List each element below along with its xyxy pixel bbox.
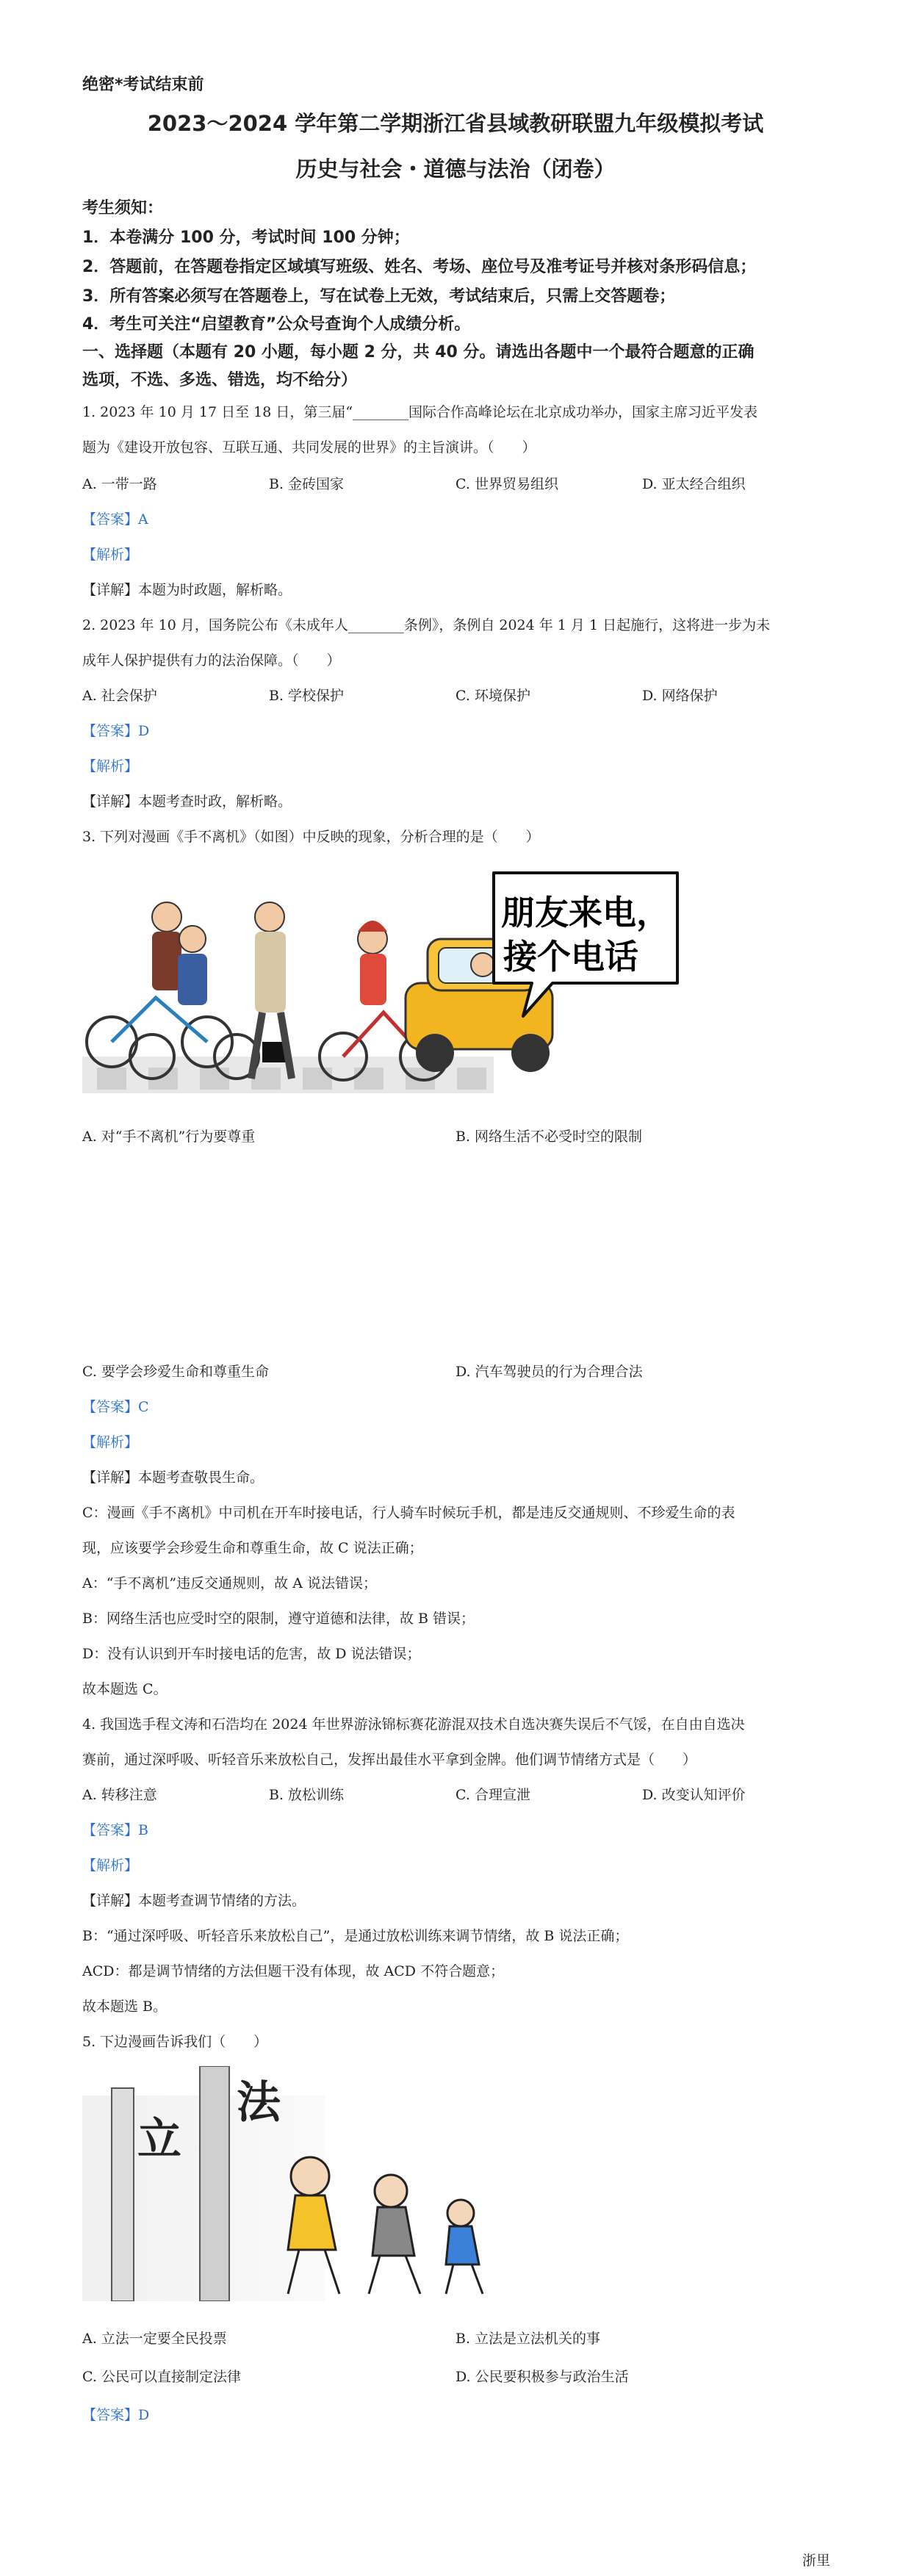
confidential-label: 绝密*考试结束前 xyxy=(82,76,204,94)
q3-a-line: A：“手不离机”违反交通规则，故 A 说法错误； xyxy=(82,1575,377,1591)
q4-b-line: B：“通过深呼吸、听轻音乐来放松自己”，是通过放松训练来调节情绪，故 B 说法正确； xyxy=(82,1928,629,1944)
q3-option-a: A. 对“手不离机”行为要尊重 xyxy=(82,1129,256,1145)
q3-option-d: D. 汽车驾驶员的行为合理合法 xyxy=(455,1364,643,1380)
cartoon-illustration xyxy=(82,858,685,1115)
q3-stem: 3. 下列对漫画《手不离机》（如图）中反映的现象，分析合理的是（ ） xyxy=(82,829,540,845)
section-heading: 一、选择题（本题有 20 小题，每小题 2 分，共 40 分。请选出各题中一个最符合题意的正确 xyxy=(82,343,755,361)
exam-title: 2023～2024 学年第二学期浙江省县域教研联盟九年级模拟考试 xyxy=(147,111,764,136)
door-char-fa: 法 xyxy=(237,2077,281,2129)
q5-answer: 【答案】D xyxy=(82,2407,150,2423)
q4-stem-cont: 赛前，通过深呼吸、听轻音乐来放松自己，发挥出最佳水平拿到金牌。他们调节情绪方式是（ ） xyxy=(82,1752,697,1768)
notice-item: 2．答题前，在答题卷指定区域填写班级、姓名、考场、座位号及准考证号并核对条形码信息； xyxy=(82,258,757,276)
door-char-li: 立 xyxy=(137,2114,181,2165)
q2-analysis: 【解析】 xyxy=(82,758,139,774)
q1-option-b: B. 金砖国家 xyxy=(269,476,345,492)
cartoon-legislation xyxy=(82,2066,494,2301)
q4-stem: 4. 我国选手程文涛和石浩均在 2024 年世界游泳锦标赛花游混双技术自选决赛失误后不气馁，在自由自选决 xyxy=(82,1716,745,1733)
q1-option-d: D. 亚太经合组织 xyxy=(642,476,746,492)
q2-option-a: A. 社会保护 xyxy=(82,688,157,704)
q3-option-c: C. 要学会珍爱生命和尊重生命 xyxy=(82,1364,269,1380)
q4-option-d: D. 改变认知评价 xyxy=(642,1787,746,1803)
q4-answer: 【答案】B xyxy=(82,1822,148,1838)
q4-acd-line: ACD：都是调节情绪的方法但题干没有体现，故 ACD 不符合题意； xyxy=(82,1963,505,1979)
speech-bubble-line1: 朋友来电， xyxy=(501,893,670,932)
page-footer: 浙里 xyxy=(802,2552,830,2569)
exam-subtitle: 历史与社会・道德与法治（闭卷） xyxy=(295,156,616,181)
speech-bubble-line2: 接个电话 xyxy=(503,937,638,976)
q3-answer: 【答案】C xyxy=(82,1399,149,1415)
q3-c-line1: C：漫画《手不离机》中司机在开车时接电话，行人骑车时候玩手机，都是违反交通规则、不珍爱生命的表 xyxy=(82,1505,735,1521)
legislation-illustration xyxy=(82,2066,494,2301)
q3-analysis: 【解析】 xyxy=(82,1434,139,1450)
q2-answer: 【答案】D xyxy=(82,723,150,739)
q4-analysis: 【解析】 xyxy=(82,1857,139,1874)
q1-stem: 1. 2023 年 10 月 17 日至 18 日，第三届“________国际合作高峰论坛在北京成功举办，国家主席习近平发表 xyxy=(82,404,758,420)
q4-option-c: C. 合理宣泄 xyxy=(455,1787,530,1803)
q1-analysis: 【解析】 xyxy=(82,547,139,563)
cartoon-phone-addiction xyxy=(82,858,685,1115)
q5-option-b: B. 立法是立法机关的事 xyxy=(455,2331,601,2347)
q2-stem: 2. 2023 年 10 月，国务院公布《未成年人________条例》，条例自 2024 年 1 月 1 日起施行，这将进一步为未 xyxy=(82,617,771,633)
q1-option-c: C. 世界贸易组织 xyxy=(455,476,558,492)
q3-detail: 【详解】本题考查敬畏生命。 xyxy=(82,1469,264,1486)
q2-option-c: C. 环境保护 xyxy=(455,688,530,704)
q3-option-b: B. 网络生活不必受时空的限制 xyxy=(455,1129,643,1145)
q5-option-d: D. 公民要积极参与政治生活 xyxy=(455,2369,629,2385)
notice-item: 4．考生可关注“启望教育”公众号查询个人成绩分析。 xyxy=(82,315,471,334)
notice-item: 1．本卷满分 100 分，考试时间 100 分钟； xyxy=(82,229,410,247)
q1-detail: 【详解】本题为时政题，解析略。 xyxy=(82,582,292,598)
q3-conclusion: 故本题选 C。 xyxy=(82,1681,168,1697)
q5-option-a: A. 立法一定要全民投票 xyxy=(82,2331,227,2347)
q5-stem: 5. 下边漫画告诉我们（ ） xyxy=(82,2034,268,2050)
notice-heading: 考生须知： xyxy=(82,199,164,217)
q2-stem-cont: 成年人保护提供有力的法治保障。（ ） xyxy=(82,652,341,669)
section-heading-cont: 选项，不选、多选、错选，均不给分） xyxy=(82,371,358,389)
q3-c-line2: 现，应该要学会珍爱生命和尊重生命，故 C 说法正确； xyxy=(82,1540,423,1556)
q1-stem-cont: 题为《建设开放包容、互联互通、共同发展的世界》的主旨演讲。（ ） xyxy=(82,439,536,456)
q3-d-line: D：没有认识到开车时接电话的危害，故 D 说法错误； xyxy=(82,1646,421,1662)
q4-option-a: A. 转移注意 xyxy=(82,1787,157,1803)
q3-b-line: B：网络生活也应受时空的限制，遵守道德和法律，故 B 错误； xyxy=(82,1611,475,1627)
q2-detail: 【详解】本题考查时政，解析略。 xyxy=(82,794,292,810)
q4-detail: 【详解】本题考查调节情绪的方法。 xyxy=(82,1893,306,1909)
q2-option-b: B. 学校保护 xyxy=(269,688,345,704)
q1-option-a: A. 一带一路 xyxy=(82,476,157,492)
q5-option-c: C. 公民可以直接制定法律 xyxy=(82,2369,241,2385)
q4-conclusion: 故本题选 B。 xyxy=(82,1998,168,2015)
q2-option-d: D. 网络保护 xyxy=(642,688,718,704)
q4-option-b: B. 放松训练 xyxy=(269,1787,345,1803)
notice-item: 3．所有答案必须写在答题卷上，写在试卷上无效，考试结束后，只需上交答题卷； xyxy=(82,287,676,306)
q1-answer: 【答案】A xyxy=(82,511,148,528)
